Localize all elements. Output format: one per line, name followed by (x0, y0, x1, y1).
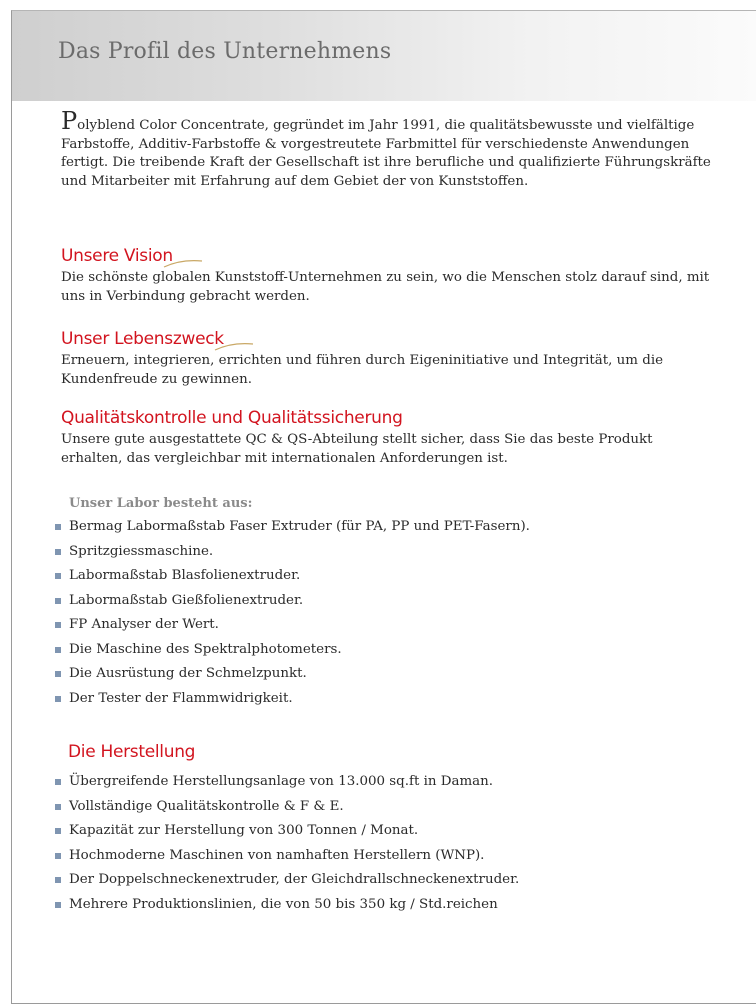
bullet-icon (55, 573, 61, 579)
lab-list (55, 518, 715, 714)
list-item: FP Analyser der Wert. (55, 616, 715, 641)
list-item: Die Maschine des Spektralphotometers. (55, 641, 715, 666)
list-item: Übergreifende Herstellungsanlage von 13.000 sq.ft in Daman. (55, 773, 715, 798)
bullet-icon (55, 779, 61, 785)
intro-text: olyblend Color Concentrate, gegründet im Jahr 1991, die qualitätsbewusste und vielfältige Farbstoffe, Additiv-Farbstoffe & vorgestreutete Farbmittel für verschiedenste Anwendungen fertigt. Die treibende Kraft der Gesellschaft ist ihre berufliche und qualifizierte Führungskräfte und Mitarbeiter mit Erfahrung auf dem Gebiet der von Kunststoffen. (61, 118, 711, 189)
quality-section (61, 408, 711, 468)
bullet-icon (55, 804, 61, 810)
quality-text: Unsere gute ausgestattete QC & QS-Abteilung stellt sicher, dass Sie das beste Produkt erhalten, das vergleichbar mit internationalen Anforderungen ist. (61, 432, 653, 466)
bullet-icon (55, 647, 61, 653)
vision-text: Die schönste globalen Kunststoff-Unternehmen zu sein, wo die Menschen stolz darauf sind, mit uns in Verbindung gebracht werden. (61, 270, 710, 304)
bullet-icon (55, 524, 61, 530)
bullet-icon (55, 671, 61, 677)
list-item: Labormaßstab Blasfolienextruder. (55, 567, 715, 592)
page-title: Das Profil des Unternehmens (58, 39, 392, 64)
bullet-icon (55, 877, 61, 883)
bullet-icon (55, 902, 61, 908)
list-item: Der Tester der Flammwidrigkeit. (55, 690, 715, 715)
quality-heading: Qualitätskontrolle und Qualitätssicherung (61, 408, 403, 428)
bullet-icon (55, 549, 61, 555)
vision-heading-text: Unsere Vision (61, 246, 173, 266)
list-item: Die Ausrüstung der Schmelzpunkt. (55, 665, 715, 690)
intro-paragraph (61, 107, 711, 191)
list-item: Der Doppelschneckenextruder, der Gleichdrallschneckenextruder. (55, 871, 715, 896)
bullet-icon (55, 622, 61, 628)
bullet-icon (55, 853, 61, 859)
manufacturing-list (55, 773, 715, 920)
list-item: Bermag Labormaßstab Faser Extruder (für PA, PP und PET-Fasern). (55, 518, 715, 543)
manufacturing-heading: Die Herstellung (68, 742, 196, 762)
purpose-text: Erneuern, integrieren, errichten und führen durch Eigeninitiative und Integrität, um die Kundenfreude zu gewinnen. (61, 353, 664, 387)
purpose-heading-text: Unser Lebenszweck (61, 329, 224, 349)
bullet-icon (55, 828, 61, 834)
swoosh-ornament-icon (214, 341, 254, 351)
purpose-section (61, 329, 711, 389)
intro-dropcap: P (61, 107, 78, 135)
swoosh-ornament-icon (163, 258, 203, 268)
list-item: Spritzgiessmaschine. (55, 543, 715, 568)
list-item: Labormaßstab Gießfolienextruder. (55, 592, 715, 617)
lab-heading: Unser Labor besteht aus: (69, 496, 253, 511)
vision-section (61, 246, 711, 306)
purpose-heading (61, 329, 224, 349)
list-item: Kapazität zur Herstellung von 300 Tonnen / Monat. (55, 822, 715, 847)
bullet-icon (55, 598, 61, 604)
list-item: Mehrere Produktionslinien, die von 50 bis 350 kg / Std.reichen (55, 896, 715, 921)
vision-heading (61, 246, 173, 266)
header-banner (12, 11, 756, 101)
list-item: Hochmoderne Maschinen von namhaften Herstellern (WNP). (55, 847, 715, 872)
intro-section (61, 107, 711, 191)
list-item: Vollständige Qualitätskontrolle & F & E. (55, 798, 715, 823)
bullet-icon (55, 696, 61, 702)
